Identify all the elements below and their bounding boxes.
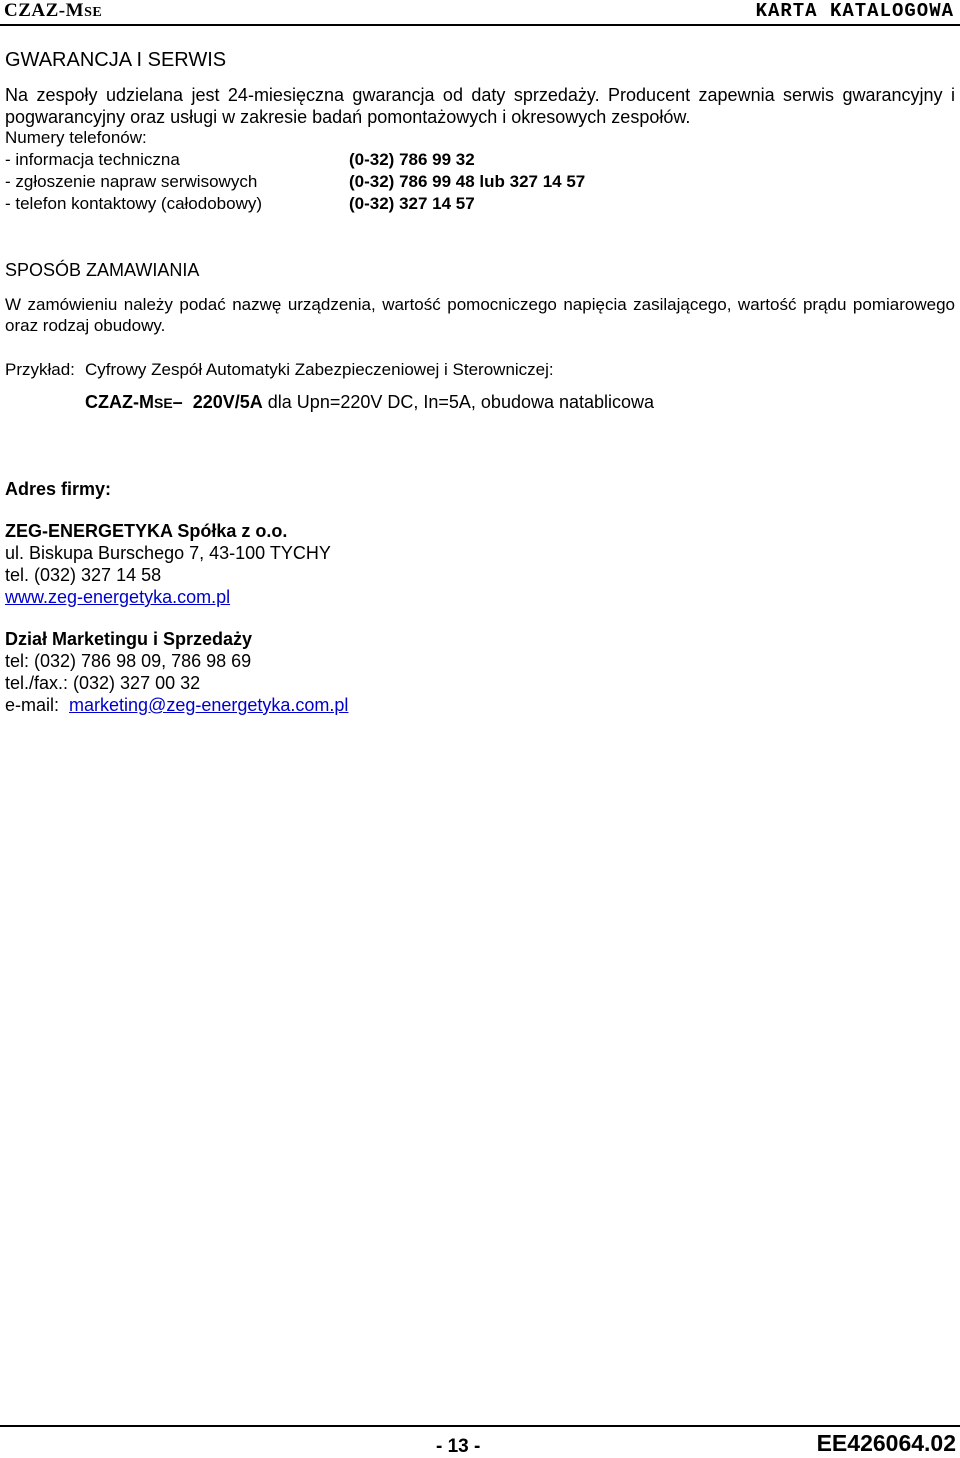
marketing-email-row <box>5 695 348 716</box>
marketing-email-link[interactable]: marketing@zeg-energetyka.com.pl <box>69 695 349 715</box>
document-number: EE426064.02 <box>816 1430 956 1456</box>
footer-divider <box>0 1425 960 1427</box>
ordering-paragraph: W zamówieniu należy podać nazwę urządzenia, wartość pomocniczego napięcia zasilającego, wartość prądu pomiarowego oraz rodzaj obudowy. <box>5 295 955 335</box>
product-code-main: CZAZ-M <box>4 0 85 21</box>
phone-label-tech: - informacja techniczna <box>5 150 180 169</box>
order-code-main: CZAZ-M <box>85 392 154 412</box>
company-street: ul. Biskupa Burschego 7, 43-100 TYCHY <box>5 543 331 563</box>
address-label: Adres firmy: <box>5 479 112 499</box>
order-code-params: 220V/5A <box>192 392 263 412</box>
email-label: e-mail: <box>5 695 60 715</box>
phones-label: Numery telefonów: <box>5 128 147 147</box>
company-tel: tel. (032) 327 14 58 <box>5 565 162 585</box>
order-code-dash: – <box>172 392 183 412</box>
order-code-small: SE <box>153 395 173 411</box>
ordering-title: SPOSÓB ZAMAWIANIA <box>5 260 200 280</box>
phone-number-repair: (0-32) 786 99 48 lub 327 14 57 <box>349 172 586 191</box>
order-code-example <box>85 392 654 413</box>
marketing-tel: tel: (032) 786 98 09, 786 98 69 <box>5 651 252 671</box>
product-code-small: SE <box>84 5 103 20</box>
header-divider <box>0 24 960 26</box>
example-text: Cyfrowy Zespół Automatyki Zabezpieczeniowej i Sterowniczej: <box>85 360 554 379</box>
order-code-desc: dla Upn=220V DC, In=5A, obudowa natablicowa <box>267 392 655 412</box>
catalog-title: KARTA KATALOGOWA <box>755 0 954 22</box>
phone-number-tech: (0-32) 786 99 32 <box>349 150 475 169</box>
phone-label-contact: - telefon kontaktowy (całodobowy) <box>5 194 263 213</box>
marketing-title: Dział Marketingu i Sprzedaży <box>5 629 253 649</box>
warranty-title: GWARANCJA I SERWIS <box>5 49 227 71</box>
warranty-paragraph: Na zespoły udzielana jest 24-miesięczna gwarancja od daty sprzedaży. Producent zapewnia serwis gwarancyjny i pogwarancyjny oraz usługi w zakresie badań pomontażowych i okresowych zespołów. <box>5 85 955 127</box>
marketing-fax: tel./fax.: (032) 327 00 32 <box>5 673 201 693</box>
company-name: ZEG-ENERGETYKA Spółka z o.o. <box>5 521 288 541</box>
product-code-header <box>4 0 102 22</box>
company-website-link[interactable]: www.zeg-energetyka.com.pl <box>5 587 231 607</box>
phone-number-contact: (0-32) 327 14 57 <box>349 194 475 213</box>
example-label: Przykład: <box>5 360 75 379</box>
page-number: - 13 - <box>436 1436 481 1457</box>
phone-label-repair: - zgłoszenie napraw serwisowych <box>5 172 258 191</box>
